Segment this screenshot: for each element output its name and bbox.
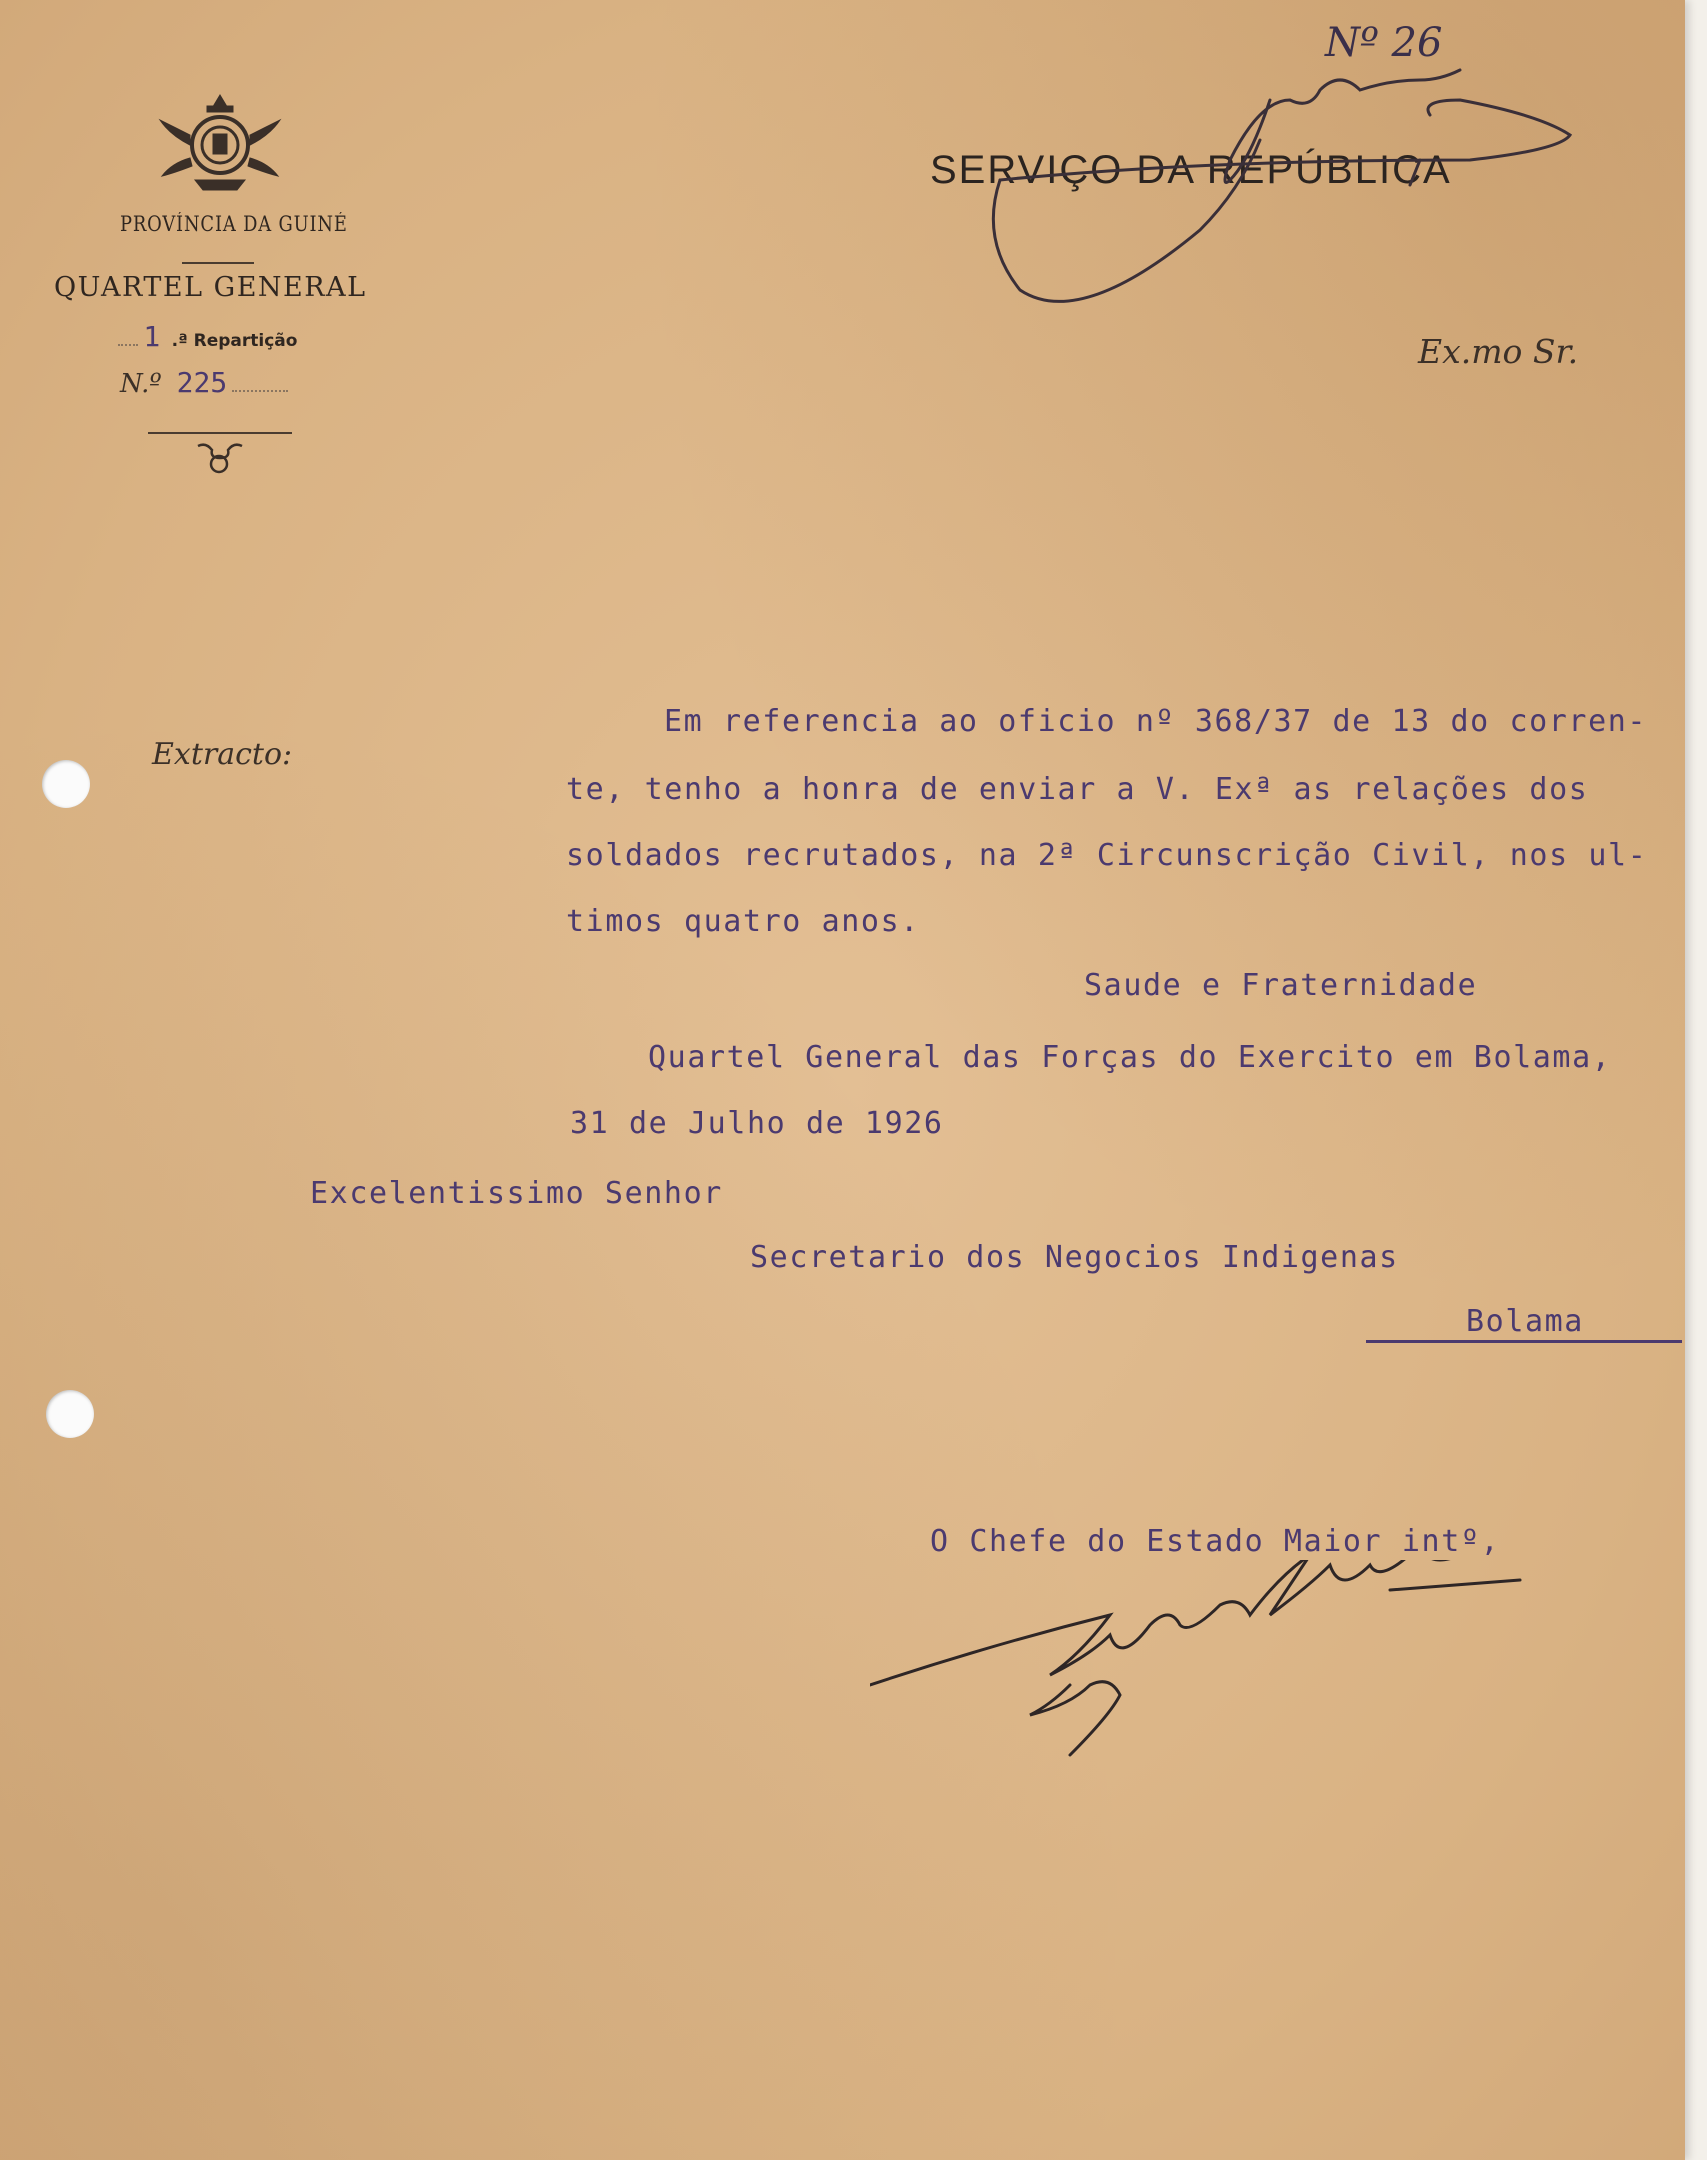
addressee-salutation: Excelentissimo Senhor [310,1176,723,1211]
number-line [120,366,288,399]
salutation-header: Ex.mo Sr. [1418,332,1579,371]
section-number: 1 [143,320,161,353]
coat-of-arms-icon [155,90,285,195]
greeting: Saude e Fraternidade [1084,968,1478,1003]
place-line: Quartel General das Forças do Exercito em Bolama, [648,1040,1612,1075]
body-line: Em referencia ao oficio nº 368/37 de 13 do corren- [664,704,1648,739]
addressee-title: Secretario dos Negocios Indigenas [750,1240,1399,1275]
ornament-icon [192,440,246,476]
body-line: te, tenho a honra de enviar a V. Exª as relações dos [566,772,1589,807]
place-underline [1366,1340,1682,1343]
extract-label: Extracto: [152,737,293,772]
number-label: N.º [120,369,162,399]
punch-hole [46,1390,94,1438]
number-value: 225 [176,366,228,399]
addressee-place: Bolama [1466,1304,1584,1339]
section-label: .ª Repartição [171,331,298,351]
punch-hole [42,760,90,808]
office-label: QUARTEL GENERAL [54,272,367,303]
signature-name [990,1600,998,1601]
signer-role: O Chefe do Estado Maior intº, [930,1524,1501,1559]
body-line: soldados recrutados, na 2ª Circunscrição Civil, nos ul- [566,838,1648,873]
divider [182,262,254,264]
section-line [118,320,297,353]
handwritten-annotation [960,40,1620,320]
service-heading: SERVIÇO DA REPÚBLICA [930,148,1452,192]
stamp-note: Nº 26 [1325,20,1443,66]
signature-icon [870,1560,1610,1770]
date-line: 31 de Julho de 1926 [570,1106,944,1141]
province-label: PROVÍNCIA DA GUINÉ [120,212,348,236]
divider [148,432,292,434]
body-line: timos quatro anos. [566,904,920,939]
